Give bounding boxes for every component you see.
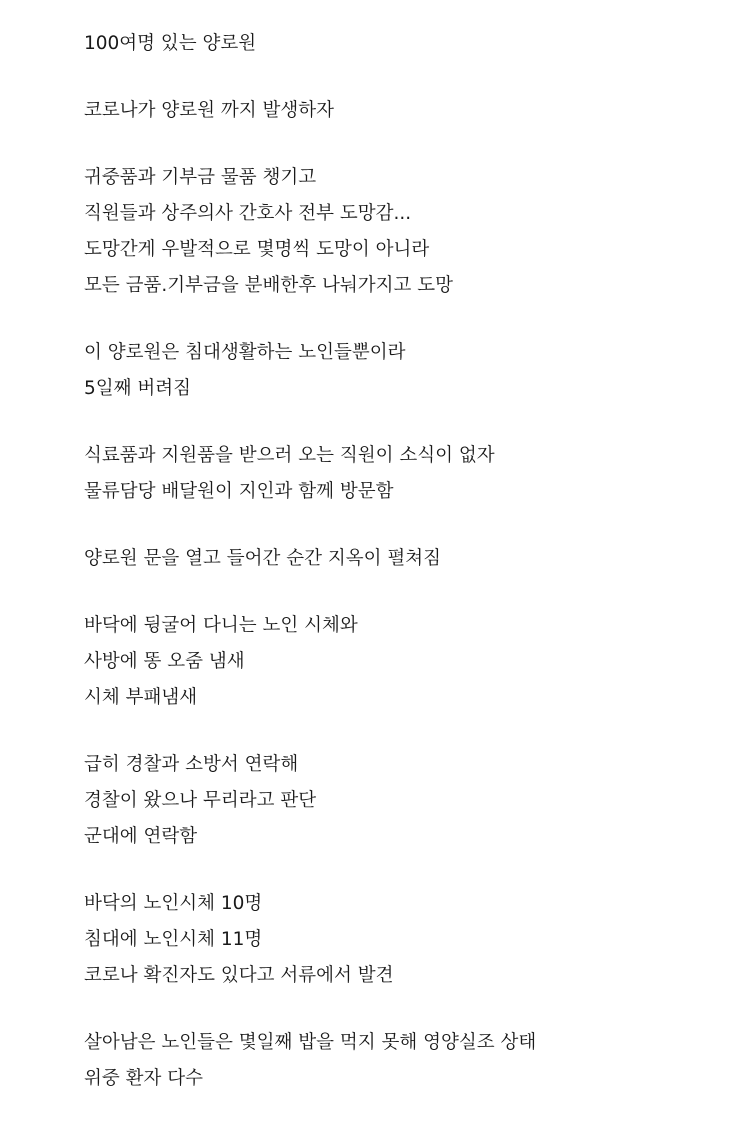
text-line: 급히 경찰과 소방서 연락해 [84,754,299,775]
text-line: 5일째 버려짐 [84,378,192,399]
paragraph-4 [84,335,724,407]
paragraph-2 [84,93,724,129]
text-line: 양로원 문을 열고 들어간 순간 지옥이 펼쳐짐 [84,548,441,569]
text-line: 시체 부패냄새 [84,687,198,708]
text-line: 귀중품과 기부금 물품 챙기고 [84,167,317,188]
text-line: 위중 환자 다수 [84,1068,203,1089]
text-line: 도망간게 우발적으로 몇명씩 도망이 아니라 [84,239,430,260]
paragraph-6 [84,541,724,577]
text-line: 모든 금품.기부금을 분배한후 나눠가지고 도망 [84,275,453,296]
paragraph-5 [84,438,724,510]
paragraph-8 [84,747,724,855]
text-line: 직원들과 상주의사 간호사 전부 도망감... [84,203,412,224]
text-line: 사방에 똥 오줌 냄새 [84,651,245,672]
text-line: 코로나가 양로원 까지 발생하자 [84,100,334,121]
paragraph-9 [84,886,724,994]
text-line: 경찰이 왔으나 무리라고 판단 [84,790,317,811]
text-line: 식료품과 지원품을 받으러 오는 직원이 소식이 없자 [84,445,495,466]
text-line: 물류담당 배달원이 지인과 함께 방문함 [84,481,394,502]
paragraph-7 [84,608,724,716]
text-line: 100여명 있는 양로원 [84,33,257,54]
text-line: 살아남은 노인들은 몇일째 밥을 먹지 못해 영양실조 상태 [84,1032,537,1053]
text-line: 이 양로원은 침대생활하는 노인들뿐이라 [84,342,406,363]
text-line: 군대에 연락함 [84,826,198,847]
paragraph-10 [84,1025,724,1097]
text-line: 바닥의 노인시체 10명 [84,893,263,914]
article-body [84,26,724,1128]
paragraph-3 [84,160,724,304]
text-line: 침대에 노인시체 11명 [84,929,263,950]
text-line: 바닥에 뒹굴어 다니는 노인 시체와 [84,615,358,636]
paragraph-1 [84,26,724,62]
text-line: 코로나 확진자도 있다고 서류에서 발견 [84,965,394,986]
